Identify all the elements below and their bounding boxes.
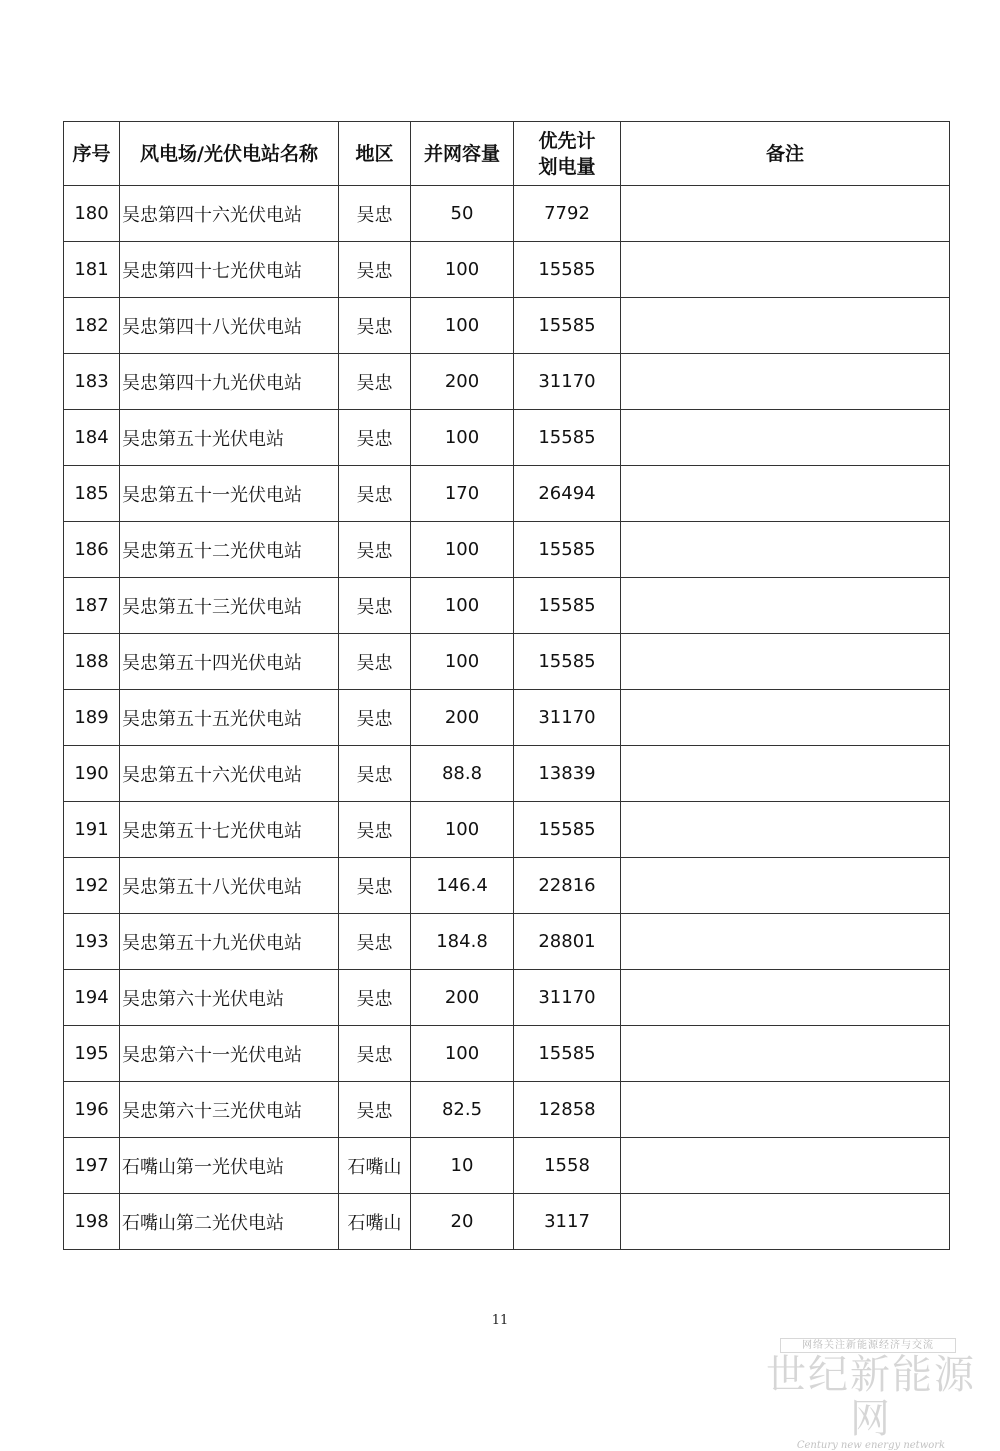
cell-note	[621, 522, 950, 578]
cell-index: 196	[64, 1082, 120, 1138]
cell-note	[621, 354, 950, 410]
cell-name: 石嘴山第一光伏电站	[120, 1138, 339, 1194]
cell-note	[621, 466, 950, 522]
plan-table	[63, 121, 950, 1250]
cell-note	[621, 242, 950, 298]
cell-region: 吴忠	[339, 298, 411, 354]
cell-planned-energy: 15585	[514, 298, 621, 354]
cell-name: 吴忠第五十六光伏电站	[120, 746, 339, 802]
header-index: 序号	[64, 122, 120, 186]
cell-planned-energy: 3117	[514, 1194, 621, 1250]
cell-note	[621, 410, 950, 466]
table-row	[64, 410, 950, 466]
watermark-tag: 网络关注新能源经济与交流	[780, 1338, 956, 1353]
cell-name: 石嘴山第二光伏电站	[120, 1194, 339, 1250]
table-header-row	[64, 122, 950, 186]
cell-name: 吴忠第五十四光伏电站	[120, 634, 339, 690]
cell-index: 189	[64, 690, 120, 746]
cell-planned-energy: 15585	[514, 410, 621, 466]
cell-region: 吴忠	[339, 466, 411, 522]
cell-index: 190	[64, 746, 120, 802]
cell-index: 191	[64, 802, 120, 858]
cell-capacity: 20	[411, 1194, 514, 1250]
cell-note	[621, 1138, 950, 1194]
watermark-english: Century new energy network	[796, 1440, 946, 1451]
cell-name: 吴忠第五十三光伏电站	[120, 578, 339, 634]
cell-region: 石嘴山	[339, 1194, 411, 1250]
table-row	[64, 466, 950, 522]
cell-planned-energy: 7792	[514, 186, 621, 242]
cell-planned-energy: 15585	[514, 522, 621, 578]
table-row	[64, 242, 950, 298]
cell-note	[621, 298, 950, 354]
cell-planned-energy: 26494	[514, 466, 621, 522]
cell-region: 吴忠	[339, 634, 411, 690]
cell-note	[621, 970, 950, 1026]
cell-region: 吴忠	[339, 354, 411, 410]
cell-capacity: 10	[411, 1138, 514, 1194]
table-row	[64, 1026, 950, 1082]
cell-region: 吴忠	[339, 746, 411, 802]
cell-region: 吴忠	[339, 578, 411, 634]
cell-note	[621, 746, 950, 802]
cell-note	[621, 858, 950, 914]
cell-region: 吴忠	[339, 522, 411, 578]
cell-region: 吴忠	[339, 410, 411, 466]
cell-planned-energy: 15585	[514, 634, 621, 690]
table-row	[64, 1194, 950, 1250]
cell-index: 194	[64, 970, 120, 1026]
cell-capacity: 100	[411, 802, 514, 858]
cell-region: 吴忠	[339, 858, 411, 914]
cell-index: 180	[64, 186, 120, 242]
table-row	[64, 634, 950, 690]
cell-capacity: 82.5	[411, 1082, 514, 1138]
cell-capacity: 100	[411, 578, 514, 634]
cell-name: 吴忠第五十七光伏电站	[120, 802, 339, 858]
cell-capacity: 146.4	[411, 858, 514, 914]
cell-name: 吴忠第五十一光伏电站	[120, 466, 339, 522]
cell-name: 吴忠第六十一光伏电站	[120, 1026, 339, 1082]
cell-index: 186	[64, 522, 120, 578]
cell-name: 吴忠第六十三光伏电站	[120, 1082, 339, 1138]
cell-planned-energy: 13839	[514, 746, 621, 802]
cell-index: 188	[64, 634, 120, 690]
cell-index: 192	[64, 858, 120, 914]
cell-note	[621, 1194, 950, 1250]
cell-capacity: 200	[411, 690, 514, 746]
table-row	[64, 522, 950, 578]
cell-capacity: 170	[411, 466, 514, 522]
cell-planned-energy: 15585	[514, 1026, 621, 1082]
cell-name: 吴忠第五十光伏电站	[120, 410, 339, 466]
table-body	[64, 186, 950, 1250]
cell-index: 183	[64, 354, 120, 410]
header-capacity: 并网容量	[411, 122, 514, 186]
cell-index: 195	[64, 1026, 120, 1082]
cell-name: 吴忠第五十九光伏电站	[120, 914, 339, 970]
cell-note	[621, 186, 950, 242]
cell-region: 石嘴山	[339, 1138, 411, 1194]
cell-capacity: 100	[411, 242, 514, 298]
header-planned-energy-label: 优先计划电量	[538, 129, 596, 178]
cell-region: 吴忠	[339, 186, 411, 242]
cell-index: 193	[64, 914, 120, 970]
cell-name: 吴忠第四十八光伏电站	[120, 298, 339, 354]
cell-region: 吴忠	[339, 690, 411, 746]
table-row	[64, 858, 950, 914]
cell-planned-energy: 1558	[514, 1138, 621, 1194]
table-row	[64, 354, 950, 410]
cell-capacity: 100	[411, 410, 514, 466]
cell-capacity: 50	[411, 186, 514, 242]
cell-name: 吴忠第六十光伏电站	[120, 970, 339, 1026]
cell-planned-energy: 31170	[514, 690, 621, 746]
cell-index: 197	[64, 1138, 120, 1194]
cell-planned-energy: 22816	[514, 858, 621, 914]
cell-index: 184	[64, 410, 120, 466]
cell-planned-energy: 15585	[514, 802, 621, 858]
watermark-main: 世纪新能源网	[766, 1352, 976, 1442]
cell-capacity: 100	[411, 634, 514, 690]
cell-capacity: 100	[411, 522, 514, 578]
cell-name: 吴忠第四十九光伏电站	[120, 354, 339, 410]
table-row	[64, 1138, 950, 1194]
header-note: 备注	[621, 122, 950, 186]
cell-index: 185	[64, 466, 120, 522]
cell-note	[621, 914, 950, 970]
table-row	[64, 298, 950, 354]
cell-name: 吴忠第四十六光伏电站	[120, 186, 339, 242]
cell-name: 吴忠第五十八光伏电站	[120, 858, 339, 914]
cell-region: 吴忠	[339, 970, 411, 1026]
table-row	[64, 914, 950, 970]
cell-planned-energy: 15585	[514, 578, 621, 634]
cell-region: 吴忠	[339, 802, 411, 858]
cell-index: 198	[64, 1194, 120, 1250]
cell-capacity: 200	[411, 354, 514, 410]
cell-index: 187	[64, 578, 120, 634]
cell-note	[621, 690, 950, 746]
cell-capacity: 200	[411, 970, 514, 1026]
cell-note	[621, 578, 950, 634]
header-planned-energy	[514, 122, 621, 186]
cell-note	[621, 1082, 950, 1138]
cell-region: 吴忠	[339, 242, 411, 298]
cell-capacity: 184.8	[411, 914, 514, 970]
cell-region: 吴忠	[339, 1082, 411, 1138]
cell-capacity: 88.8	[411, 746, 514, 802]
cell-planned-energy: 15585	[514, 242, 621, 298]
cell-planned-energy: 31170	[514, 354, 621, 410]
header-region: 地区	[339, 122, 411, 186]
cell-region: 吴忠	[339, 914, 411, 970]
cell-note	[621, 634, 950, 690]
table-row	[64, 186, 950, 242]
table-row	[64, 746, 950, 802]
table-row	[64, 970, 950, 1026]
page-number: 11	[491, 1313, 509, 1328]
cell-index: 182	[64, 298, 120, 354]
cell-name: 吴忠第五十五光伏电站	[120, 690, 339, 746]
cell-region: 吴忠	[339, 1026, 411, 1082]
table-row	[64, 578, 950, 634]
cell-planned-energy: 12858	[514, 1082, 621, 1138]
cell-capacity: 100	[411, 1026, 514, 1082]
cell-note	[621, 1026, 950, 1082]
table-row	[64, 1082, 950, 1138]
cell-planned-energy: 28801	[514, 914, 621, 970]
cell-capacity: 100	[411, 298, 514, 354]
cell-index: 181	[64, 242, 120, 298]
table-row	[64, 690, 950, 746]
cell-planned-energy: 31170	[514, 970, 621, 1026]
cell-name: 吴忠第四十七光伏电站	[120, 242, 339, 298]
table-row	[64, 802, 950, 858]
cell-note	[621, 802, 950, 858]
cell-name: 吴忠第五十二光伏电站	[120, 522, 339, 578]
watermark-logo	[756, 1338, 986, 1451]
header-name: 风电场/光伏电站名称	[120, 122, 339, 186]
